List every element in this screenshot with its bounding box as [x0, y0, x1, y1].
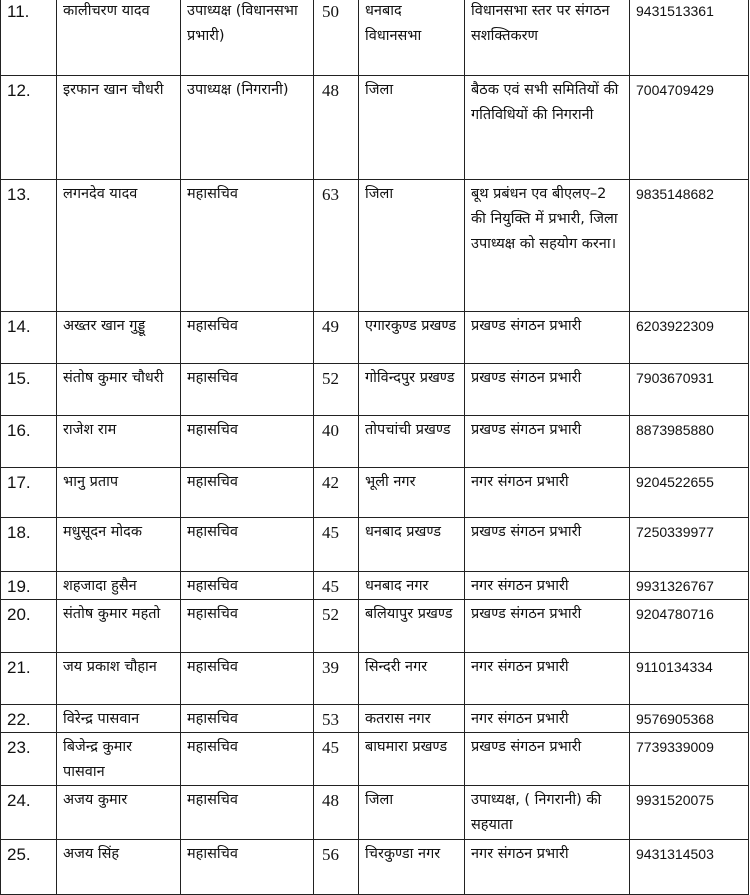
member-post: महासचिव: [181, 468, 314, 518]
member-age: 45: [314, 733, 359, 786]
serial-number: 21.: [1, 653, 57, 705]
member-responsibility: नगर संगठन प्रभारी: [465, 572, 630, 600]
member-responsibility: उपाध्यक्ष, ( निगरानी) की सहयाता: [465, 786, 630, 840]
member-responsibility: नगर संगठन प्रभारी: [465, 840, 630, 895]
member-post: महासचिव: [181, 705, 314, 733]
member-phone: 7903670931: [630, 364, 749, 416]
member-age: 52: [314, 364, 359, 416]
member-post: महासचिव: [181, 786, 314, 840]
member-phone: 9835148682: [630, 180, 749, 312]
member-post: महासचिव: [181, 733, 314, 786]
member-name: बिजेन्द्र कुमार पासवान: [57, 733, 181, 786]
serial-number: 15.: [1, 364, 57, 416]
member-name: विरेन्द्र पासवान: [57, 705, 181, 733]
member-phone: 9204522655: [630, 468, 749, 518]
serial-number: 20.: [1, 600, 57, 653]
member-age: 63: [314, 180, 359, 312]
member-name: जय प्रकाश चौहान: [57, 653, 181, 705]
member-phone: 7250339977: [630, 518, 749, 572]
member-area: बाघमारा प्रखण्ड: [359, 733, 465, 786]
member-area: गोविन्दपुर प्रखण्ड: [359, 364, 465, 416]
member-name: अजय कुमार: [57, 786, 181, 840]
table-row: [1, 312, 749, 364]
member-name: संतोष कुमार महतो: [57, 600, 181, 653]
member-post: महासचिव: [181, 653, 314, 705]
member-post: महासचिव: [181, 180, 314, 312]
member-name: अजय सिंह: [57, 840, 181, 895]
member-name: भानु प्रताप: [57, 468, 181, 518]
table-row: [1, 705, 749, 733]
table-row: [1, 468, 749, 518]
member-phone: 8873985880: [630, 416, 749, 468]
serial-number: 18.: [1, 518, 57, 572]
member-responsibility: नगर संगठन प्रभारी: [465, 653, 630, 705]
serial-number: 19.: [1, 572, 57, 600]
member-age: 49: [314, 312, 359, 364]
table-row: [1, 0, 749, 76]
serial-number: 17.: [1, 468, 57, 518]
member-area: धनबाद प्रखण्ड: [359, 518, 465, 572]
member-area: बलियापुर प्रखण्ड: [359, 600, 465, 653]
table-row: [1, 518, 749, 572]
member-age: 40: [314, 416, 359, 468]
table-row: [1, 364, 749, 416]
member-responsibility: प्रखण्ड संगठन प्रभारी: [465, 733, 630, 786]
member-responsibility: नगर संगठन प्रभारी: [465, 468, 630, 518]
member-age: 50: [314, 0, 359, 76]
member-name: राजेश राम: [57, 416, 181, 468]
member-phone: 9931326767: [630, 572, 749, 600]
member-phone: 9431513361: [630, 0, 749, 76]
member-responsibility: प्रखण्ड संगठन प्रभारी: [465, 518, 630, 572]
member-age: 42: [314, 468, 359, 518]
member-name: अख्तर खान गुड्डू: [57, 312, 181, 364]
member-phone: 9110134334: [630, 653, 749, 705]
member-area: धनबाद विधानसभा: [359, 0, 465, 76]
serial-number: 14.: [1, 312, 57, 364]
member-post: महासचिव: [181, 840, 314, 895]
member-area: कतरास नगर: [359, 705, 465, 733]
member-phone: 9431314503: [630, 840, 749, 895]
member-area: जिला: [359, 786, 465, 840]
member-responsibility: विधानसभा स्तर पर संगठन सशक्तिकरण: [465, 0, 630, 76]
member-name: शहजादा हुसैन: [57, 572, 181, 600]
member-phone: 7004709429: [630, 76, 749, 180]
member-responsibility: प्रखण्ड संगठन प्रभारी: [465, 364, 630, 416]
member-area: धनबाद नगर: [359, 572, 465, 600]
serial-number: 23.: [1, 733, 57, 786]
member-age: 48: [314, 76, 359, 180]
table-row: [1, 733, 749, 786]
member-area: जिला: [359, 180, 465, 312]
member-post: उपाध्यक्ष (विधानसभा प्रभारी): [181, 0, 314, 76]
member-responsibility: प्रखण्ड संगठन प्रभारी: [465, 416, 630, 468]
member-age: 56: [314, 840, 359, 895]
table-row: [1, 840, 749, 895]
table-row: [1, 76, 749, 180]
serial-number: 13.: [1, 180, 57, 312]
serial-number: 24.: [1, 786, 57, 840]
member-phone: 9576905368: [630, 705, 749, 733]
member-post: महासचिव: [181, 572, 314, 600]
member-post: महासचिव: [181, 312, 314, 364]
serial-number: 16.: [1, 416, 57, 468]
member-post: महासचिव: [181, 600, 314, 653]
member-phone: 7739339009: [630, 733, 749, 786]
member-phone: 9204780716: [630, 600, 749, 653]
member-phone: 9931520075: [630, 786, 749, 840]
member-phone: 6203922309: [630, 312, 749, 364]
member-age: 48: [314, 786, 359, 840]
member-area: तोपचांची प्रखण्ड: [359, 416, 465, 468]
member-responsibility: बूथ प्रबंधन एव बीएलए–2 की नियुक्ति में प्रभारी, जिला उपाध्यक्ष को सहयोग करना।: [465, 180, 630, 312]
member-post: उपाध्यक्ष (निगरानी): [181, 76, 314, 180]
member-area: एगारकुण्ड प्रखण्ड: [359, 312, 465, 364]
serial-number: 11.: [1, 0, 57, 76]
member-age: 39: [314, 653, 359, 705]
member-age: 45: [314, 518, 359, 572]
member-responsibility: प्रखण्ड संगठन प्रभारी: [465, 600, 630, 653]
member-name: मधुसूदन मोदक: [57, 518, 181, 572]
table-row: [1, 653, 749, 705]
member-area: जिला: [359, 76, 465, 180]
member-age: 45: [314, 572, 359, 600]
member-area: भूली नगर: [359, 468, 465, 518]
member-name: इरफान खान चौधरी: [57, 76, 181, 180]
member-post: महासचिव: [181, 416, 314, 468]
member-age: 53: [314, 705, 359, 733]
member-age: 52: [314, 600, 359, 653]
member-area: सिन्दरी नगर: [359, 653, 465, 705]
member-name: संतोष कुमार चौधरी: [57, 364, 181, 416]
table-row: [1, 180, 749, 312]
member-area: चिरकुण्डा नगर: [359, 840, 465, 895]
table-row: [1, 786, 749, 840]
table-row: [1, 572, 749, 600]
table-row: [1, 600, 749, 653]
member-name: लगनदेव यादव: [57, 180, 181, 312]
member-responsibility: नगर संगठन प्रभारी: [465, 705, 630, 733]
serial-number: 25.: [1, 840, 57, 895]
member-responsibility: प्रखण्ड संगठन प्रभारी: [465, 312, 630, 364]
serial-number: 22.: [1, 705, 57, 733]
table-row: [1, 416, 749, 468]
serial-number: 12.: [1, 76, 57, 180]
member-responsibility: बैठक एवं सभी समितियों की गतिविधियों की निगरानी: [465, 76, 630, 180]
member-post: महासचिव: [181, 364, 314, 416]
member-name: कालीचरण यादव: [57, 0, 181, 76]
member-post: महासचिव: [181, 518, 314, 572]
